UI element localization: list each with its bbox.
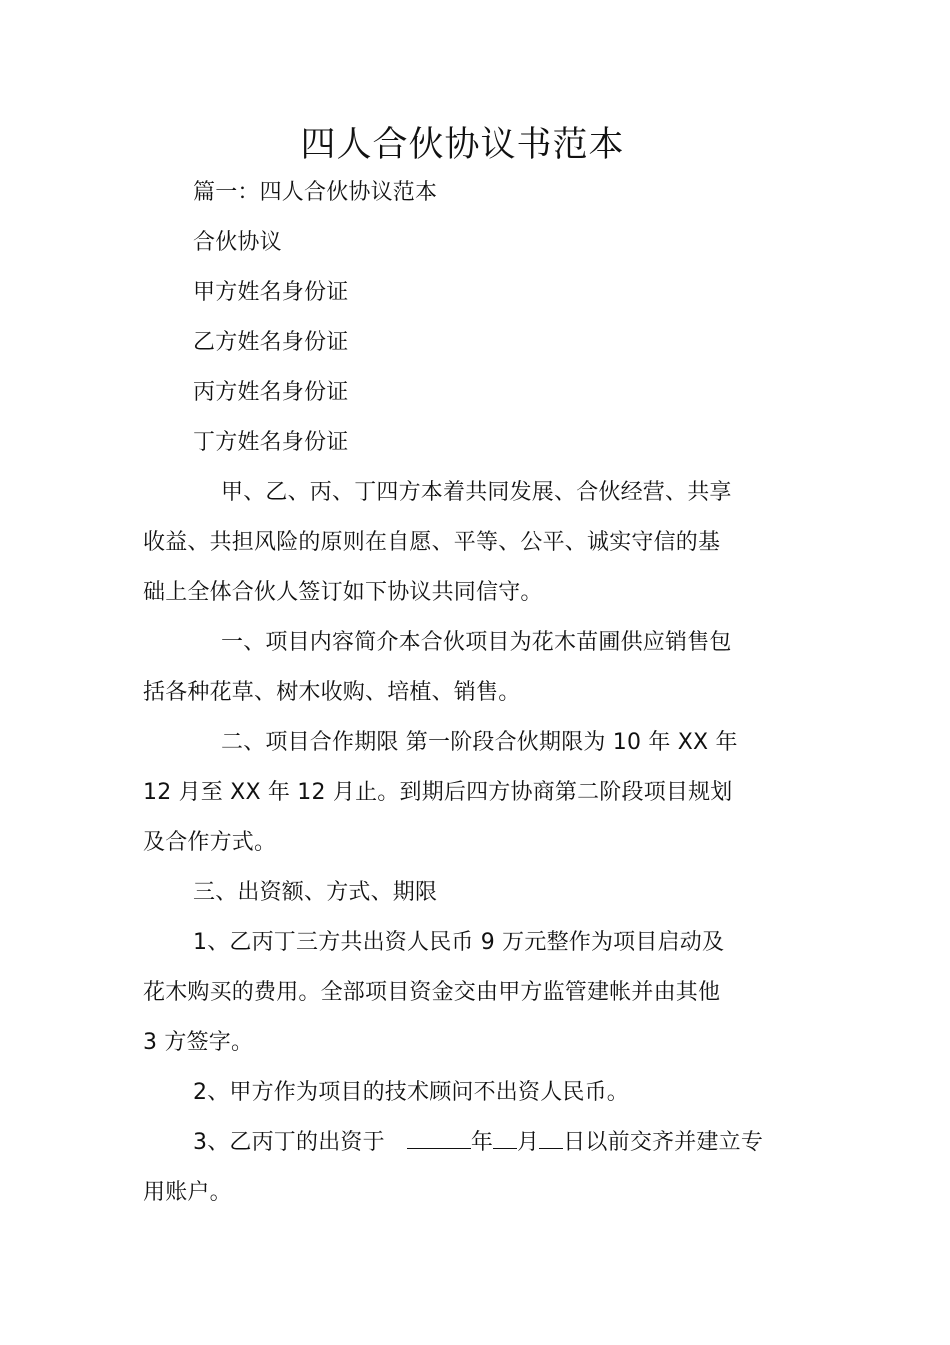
paragraph-line: 础上全体合伙人签订如下协议共同信守。: [143, 580, 543, 605]
paragraph-line: 甲、乙、丙、丁四方本着共同发展、合伙经营、共享: [221, 480, 732, 505]
party-d-line: 丁方姓名身份证: [193, 430, 349, 455]
blank-month-field: [493, 1128, 517, 1149]
paragraph-line: 二、项目合作期限 第一阶段合伙期限为 10 年 XX 年: [221, 730, 738, 755]
subtitle-line: 篇一：四人合伙协议范本: [193, 180, 438, 205]
paragraph-text: 3、乙丙丁的出资于: [193, 1130, 385, 1155]
paragraph-line: 1、乙丙丁三方共出资人民币 9 万元整作为项目启动及: [193, 930, 725, 955]
paragraph-line: 2、甲方作为项目的技术顾问不出资人民币。: [193, 1080, 629, 1105]
year-label: 年: [470, 1130, 494, 1155]
paragraph-line: 3 方签字。: [143, 1030, 254, 1055]
month-label: 月: [517, 1130, 540, 1155]
party-b-line: 乙方姓名身份证: [193, 330, 349, 355]
paragraph-text: 日以前交齐并建立专: [563, 1130, 764, 1155]
paragraph-line-with-blanks: [193, 1128, 763, 1158]
paragraph-line: 用账户。: [143, 1180, 232, 1205]
section-heading: 合伙协议: [193, 230, 282, 255]
blank-day-field: [539, 1128, 563, 1149]
paragraph-line: 及合作方式。: [143, 830, 277, 855]
paragraph-line: 括各种花草、树木收购、培植、销售。: [143, 680, 521, 705]
paragraph-line: 12 月至 XX 年 12 月止。到期后四方协商第二阶段项目规划: [143, 780, 733, 805]
party-a-line: 甲方姓名身份证: [193, 280, 349, 305]
party-c-line: 丙方姓名身份证: [193, 380, 349, 405]
paragraph-line: 收益、共担风险的原则在自愿、平等、公平、诚实守信的基: [143, 530, 721, 555]
section-heading: 三、出资额、方式、期限: [193, 880, 438, 905]
paragraph-line: 一、项目内容简介本合伙项目为花木苗圃供应销售包: [221, 630, 732, 655]
document-title: 四人合伙协议书范本: [300, 125, 625, 165]
paragraph-line: 花木购买的费用。全部项目资金交由甲方监管建帐并由其他: [143, 980, 721, 1005]
blank-year-field: [407, 1128, 471, 1149]
